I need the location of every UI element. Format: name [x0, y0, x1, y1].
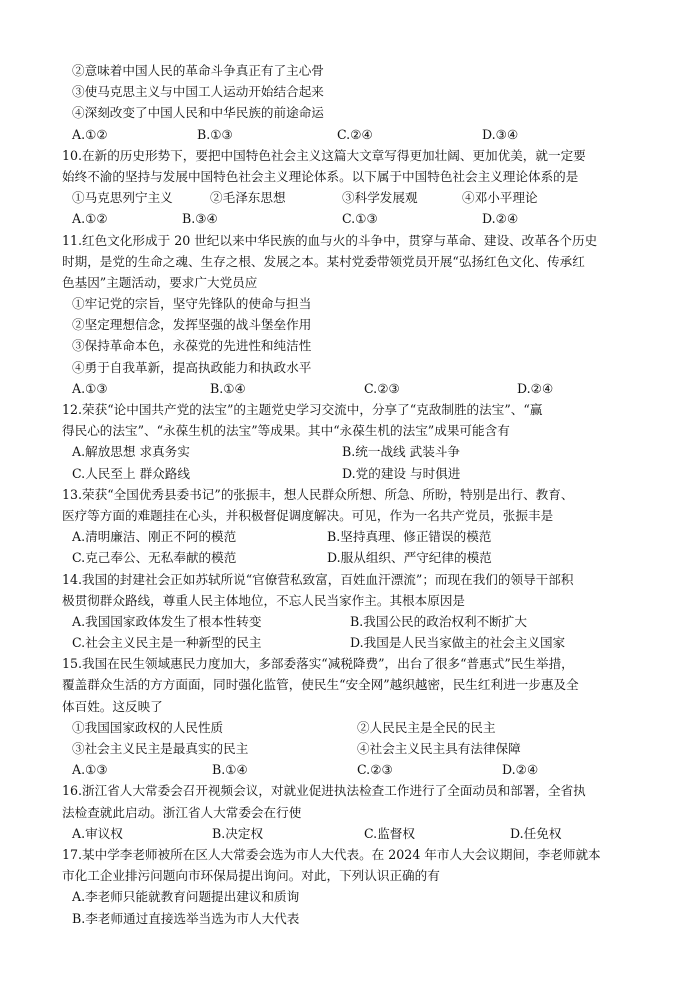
q14-choice-a[interactable]: A.我国国家政体发生了根本性转变 — [72, 613, 262, 629]
q10-choice-b[interactable]: B.③④ — [182, 211, 218, 227]
q14-choice-d[interactable]: D.我国是人民当家做主的社会主义国家 — [350, 635, 566, 651]
q10-choice-d[interactable]: D.②④ — [482, 211, 519, 227]
q15-items-row-1 — [62, 717, 648, 738]
q14-stem-line-1: 14.我国的封建社会正如苏轼所说“官僚营私致富，百姓血汗漂流”；而现在我们的领导干部积 — [62, 571, 574, 587]
q10-item-1: ①马克思列宁主义 — [72, 190, 173, 206]
q17-stem-line-2: 市化工企业排污问题向市环保局提出询问。对此，下列认识正确的有 — [62, 868, 440, 884]
q15-item-4: ④社会主义民主具有法律保障 — [357, 741, 521, 756]
q10-stem-line-2: 始终不渝的坚持与发展中国特色社会主义理论体系。以下属于中国特色社会主义理论体系的是 — [62, 168, 579, 184]
q16-stem-line-2: 法检查就此启动。浙江省人大常委会在行使 — [62, 804, 302, 820]
q12-stem-line-1: 12.荣获“论中国共产党的法宝”的主题党史学习交流中，分享了“克敌制胜的法宝”、“赢 — [62, 402, 543, 417]
q11-item-2: ②坚定理想信念，发挥坚强的战斗堡垒作用 — [72, 317, 312, 333]
q9-item-4: ④深刻改变了中国人民和中华民族的前途命运 — [72, 105, 324, 121]
q12-choice-a[interactable]: A.解放思想 求真务实 — [72, 444, 190, 460]
q10-items — [62, 187, 648, 208]
q11-item-4: ④勇于自我革新，提高执政能力和执政水平 — [72, 359, 312, 375]
q15-item-2: ②人民民主是全民的民主 — [357, 719, 496, 735]
q9-choice-b[interactable]: B.①③ — [197, 126, 233, 142]
q15-choice-a[interactable]: A.①③ — [72, 762, 108, 778]
q13-choice-c[interactable]: C.克己奉公、无私奉献的模范 — [72, 550, 237, 566]
q14-choices-row-1 — [62, 611, 648, 632]
q15-item-1: ①我国国家政权的人民性质 — [72, 719, 224, 735]
q10-item-4: ④邓小平理论 — [462, 190, 538, 206]
q11-item-3: ③保持革命本色，永葆党的先进性和纯洁性 — [72, 338, 312, 354]
q15-choices — [62, 759, 648, 780]
q15-choice-b[interactable]: B.①④ — [212, 762, 248, 778]
q13-choices-row-2 — [62, 547, 648, 568]
q16-choice-a[interactable]: A.审议权 — [72, 825, 123, 841]
q11-stem-line-1: 11.红色文化形成于 20 世纪以来中华民族的血与火的斗争中，贯穿与革命、建设、改革各个历史 — [62, 232, 598, 248]
q11-choice-d[interactable]: D.②④ — [517, 380, 554, 396]
q16-stem-line-1: 16.浙江省人大常委会召开视频会议，对就业促进执法检查工作进行了全面动员和部署，全省执 — [62, 783, 586, 799]
q16-choice-d[interactable]: D.任免权 — [510, 825, 562, 841]
q14-choices-row-2 — [62, 632, 648, 653]
q15-stem-line-2: 覆盖群众生活的方方面面，同时强化监管，使民生“安全网”越织越密，民生红利进一步惠及全 — [62, 677, 579, 693]
q17-stem-line-1: 17.某中学李老师被所在区人大常委会选为市人大代表。在 2024 年市人大会议期间，李老师就本 — [62, 846, 601, 862]
q15-choice-d[interactable]: D.②④ — [502, 762, 539, 778]
q11-choices — [62, 378, 648, 399]
q10-choices — [62, 208, 648, 229]
q14-choice-b[interactable]: B.我国公民的政治权利不断扩大 — [350, 613, 527, 629]
q10-item-3: ③科学发展观 — [342, 190, 418, 206]
q9-item-2: ②意味着中国人民的革命斗争真正有了主心骨 — [72, 63, 324, 78]
q12-choice-d[interactable]: D.党的建设 与时俱进 — [342, 465, 461, 481]
q9-choices — [62, 124, 648, 145]
q13-choice-a[interactable]: A.清明廉洁、刚正不阿的模范 — [72, 529, 237, 545]
q13-choices-row-1 — [62, 526, 648, 547]
q11-stem-line-3: 色基因”主题活动，要求广大党员应 — [62, 274, 258, 290]
q10-choice-c[interactable]: C.①③ — [342, 211, 378, 227]
q13-stem-line-2: 医疗等方面的难题挂在心头，并积极督促调度解决。可见，作为一名共产党员，张振丰是 — [62, 507, 554, 523]
q11-choice-b[interactable]: B.①④ — [210, 380, 246, 396]
q16-choice-b[interactable]: B.决定权 — [212, 825, 264, 841]
q11-choice-a[interactable]: A.①③ — [72, 380, 108, 396]
q15-items-row-2 — [62, 738, 648, 759]
q15-stem-line-1: 15.我国在民生领域惠民力度加大，多部委落实“减税降费”，出台了很多“普惠式”民生举措， — [62, 656, 574, 672]
q13-choice-b[interactable]: B.坚持真理、修正错误的模范 — [327, 529, 492, 545]
q14-choice-c[interactable]: C.社会主义民主是一种新型的民主 — [72, 635, 262, 651]
q12-choice-b[interactable]: B.统一战线 武装斗争 — [342, 444, 461, 460]
exam-page — [62, 60, 648, 929]
q10-stem-line-1: 10.在新的历史形势下，要把中国特色社会主义这篇大文章写得更加壮阔、更加优美，就一定要 — [62, 147, 586, 163]
q11-choice-c[interactable]: C.②③ — [364, 380, 400, 396]
q16-choice-c[interactable]: C.监督权 — [364, 825, 415, 841]
q11-item-1: ①牢记党的宗旨，坚守先锋队的使命与担当 — [72, 296, 312, 312]
q9-item-3: ③使马克思主义与中国工人运动开始结合起来 — [72, 84, 324, 100]
q9-choice-c[interactable]: C.②④ — [337, 126, 373, 142]
q12-choices-row-1 — [62, 441, 648, 462]
q9-choice-a[interactable]: A.①② — [72, 126, 108, 142]
q13-choice-d[interactable]: D.服从组织、严守纪律的模范 — [327, 550, 492, 566]
q10-choice-a[interactable]: A.①② — [72, 211, 108, 227]
q10-item-2: ②毛泽东思想 — [210, 190, 286, 206]
q12-choices-row-2 — [62, 463, 648, 484]
q14-stem-line-2: 极贯彻群众路线，尊重人民主体地位，不忘人民当家作主。其根本原因是 — [62, 592, 465, 608]
q11-stem-line-2: 时期，是党的生命之魂、生存之根、发展之本。某村党委带领党员开展“弘扬红色文化、传承红 — [62, 253, 585, 269]
q13-stem-line-1: 13.荣获“全国优秀县委书记”的张振丰，想人民群众所想、所急、所盼，特别是出行、教育、 — [62, 486, 574, 502]
q12-stem-line-2: 得民心的法宝”、“永葆生机的法宝”等成果。其中“永葆生机的法宝”成果可能含有 — [62, 423, 510, 439]
q16-choices — [62, 823, 648, 844]
q9-choice-d[interactable]: D.③④ — [482, 126, 519, 142]
q17-choice-b[interactable]: B.李老师通过直接选举当选为市人大代表 — [72, 910, 300, 926]
q17-choice-a[interactable]: A.李老师只能就教育问题提出建议和质询 — [72, 889, 300, 905]
q15-stem-line-3: 体百姓。这反映了 — [62, 698, 163, 714]
q15-item-3: ③社会主义民主是最真实的民主 — [72, 741, 249, 756]
q15-choice-c[interactable]: C.②③ — [357, 762, 393, 778]
q12-choice-c[interactable]: C.人民至上 群众路线 — [72, 465, 190, 481]
